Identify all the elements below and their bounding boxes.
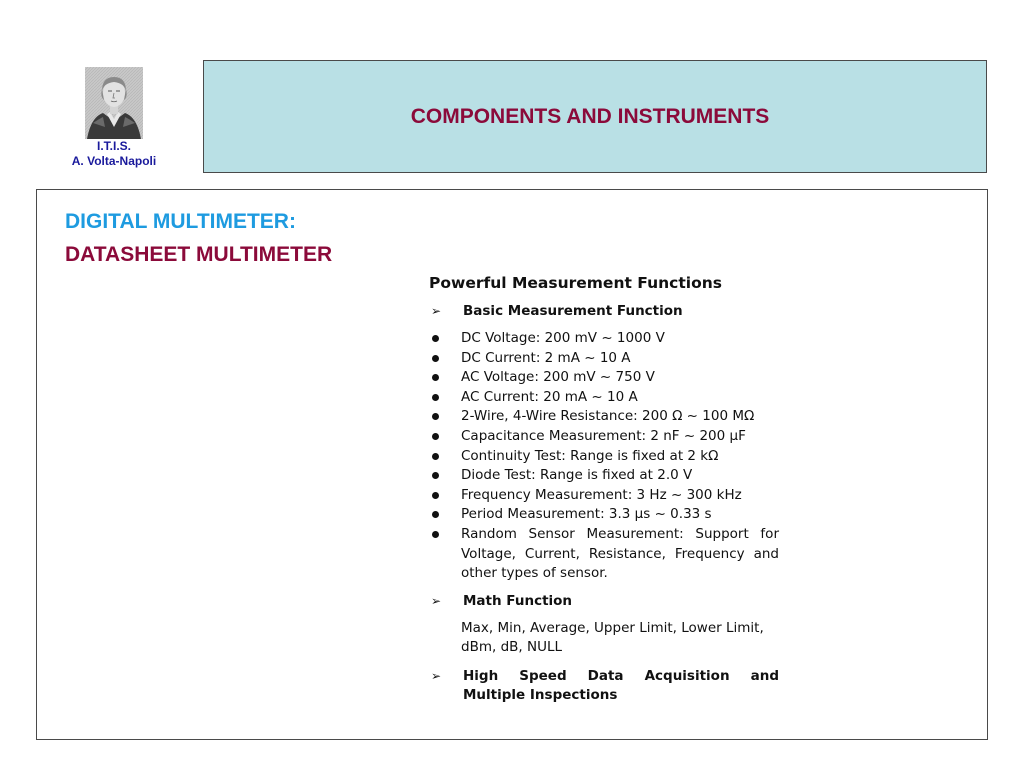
list-item-text: 2-Wire, 4-Wire Resistance: 200 Ω ~ 100 MΩ <box>461 408 755 425</box>
filled-circle-bullet-icon <box>429 349 461 369</box>
section-label: High Speed Data Acquisition and Multiple Inspections <box>463 667 779 703</box>
list-item-text: Capacitance Measurement: 2 nF ~ 200 μF <box>461 427 746 444</box>
filled-circle-bullet-icon <box>429 447 461 467</box>
list-item-text: Continuity Test: Range is fixed at 2 kΩ <box>461 447 719 464</box>
filled-circle-bullet-icon <box>429 427 461 447</box>
datasheet-excerpt <box>429 272 779 713</box>
list-item-text: Frequency Measurement: 3 Hz ~ 300 kHz <box>461 486 742 503</box>
list-item <box>429 486 779 506</box>
list-item-text: Random Sensor Measurement: Support for Voltage, Current, Resistance, Frequency and other types of sensor. <box>461 525 779 582</box>
section-math-function <box>429 592 779 611</box>
datasheet-title: Powerful Measurement Functions <box>429 274 722 292</box>
list-item <box>429 427 779 447</box>
list-item-text: Diode Test: Range is fixed at 2.0 V <box>461 467 693 484</box>
heading-digital-multimeter: DIGITAL MULTIMETER: <box>65 210 296 233</box>
section-data-acquisition <box>429 667 779 705</box>
section-label: Basic Measurement Function <box>463 303 683 319</box>
list-item-text: Period Measurement: 3.3 μs ~ 0.33 s <box>461 506 712 523</box>
list-item <box>429 525 779 584</box>
list-item-text: AC Voltage: 200 mV ~ 750 V <box>461 369 655 386</box>
list-item <box>429 388 779 408</box>
section-basic-measurement <box>429 302 779 321</box>
list-item-text: AC Current: 20 mA ~ 10 A <box>461 388 638 405</box>
filled-circle-bullet-icon <box>429 525 461 545</box>
filled-circle-bullet-icon <box>429 368 461 388</box>
list-item <box>429 505 779 525</box>
filled-circle-bullet-icon <box>429 486 461 506</box>
filled-circle-bullet-icon <box>429 407 461 427</box>
school-name-line2: A. Volta-Napoli <box>71 154 157 168</box>
portrait-engraving-icon <box>85 67 143 139</box>
school-logo <box>58 67 170 177</box>
content-frame <box>36 189 988 740</box>
arrowhead-icon: ➢ <box>431 304 442 318</box>
list-item <box>429 447 779 467</box>
list-item <box>429 349 779 369</box>
title-banner <box>203 60 987 173</box>
slide-title: COMPONENTS AND INSTRUMENTS <box>410 104 770 128</box>
filled-circle-bullet-icon <box>429 388 461 408</box>
list-item-text: DC Voltage: 200 mV ~ 1000 V <box>461 330 665 346</box>
filled-circle-bullet-icon <box>429 505 461 525</box>
list-item-text: DC Current: 2 mA ~ 10 A <box>461 349 631 366</box>
arrowhead-icon: ➢ <box>431 668 442 683</box>
arrowhead-icon: ➢ <box>431 593 442 608</box>
list-item <box>429 329 779 349</box>
list-item <box>429 407 779 427</box>
list-item <box>429 368 779 388</box>
section-label: Math Function <box>463 592 573 609</box>
filled-circle-bullet-icon <box>429 466 461 486</box>
school-name-line1: I.T.I.S. <box>96 139 131 153</box>
heading-datasheet: DATASHEET MULTIMETER <box>65 243 333 266</box>
list-item <box>429 466 779 486</box>
filled-circle-bullet-icon <box>429 329 461 349</box>
basic-measurement-list <box>429 329 779 584</box>
math-function-text: Max, Min, Average, Upper Limit, Lower Limit, dBm, dB, NULL <box>461 619 764 656</box>
